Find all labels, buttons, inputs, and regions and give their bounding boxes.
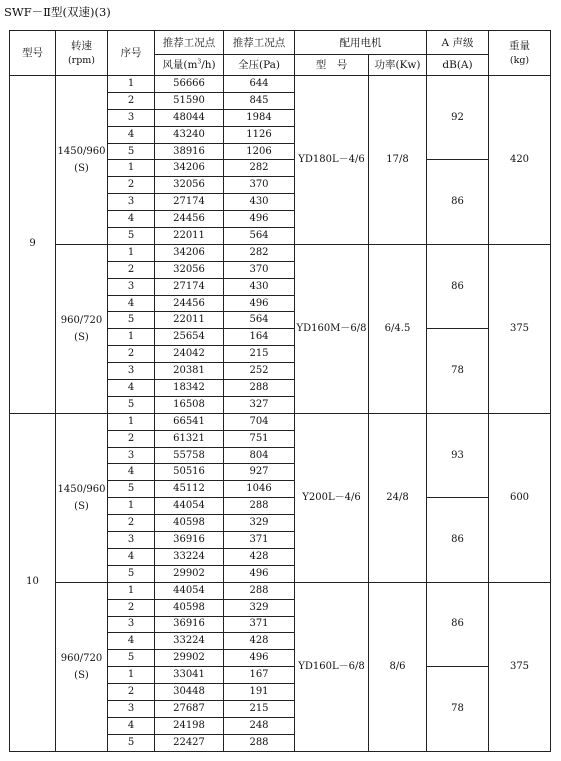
seq-cell: 2	[108, 430, 155, 447]
pressure-cell: 428	[224, 548, 295, 565]
header-motor-type: 型 号	[295, 55, 369, 76]
header-speed-label: 转速	[71, 39, 92, 52]
seq-cell: 5	[108, 481, 155, 498]
speed-cell	[56, 582, 108, 751]
pressure-cell: 428	[224, 633, 295, 650]
motor-power-cell: 6/4.5	[369, 244, 427, 413]
seq-cell: 3	[108, 700, 155, 717]
speed-note: (S)	[74, 500, 89, 512]
pressure-cell: 282	[224, 244, 295, 261]
pressure-cell: 564	[224, 228, 295, 245]
seq-cell: 3	[108, 194, 155, 211]
speed-note: (S)	[74, 331, 89, 343]
page-title: SWF－Ⅱ型(双速)(3)	[4, 5, 111, 19]
header-flow-line2	[155, 55, 224, 76]
seq-cell: 5	[108, 650, 155, 667]
pressure-cell: 927	[224, 464, 295, 481]
motor-power-cell: 17/8	[369, 76, 427, 245]
pressure-cell: 496	[224, 565, 295, 582]
flow-cell: 33224	[155, 548, 224, 565]
pressure-cell: 804	[224, 447, 295, 464]
table-row	[10, 582, 551, 599]
seq-cell: 2	[108, 346, 155, 363]
seq-cell: 1	[108, 76, 155, 93]
speed-value: 960/720	[60, 314, 103, 326]
flow-cell: 29902	[155, 565, 224, 582]
pressure-cell: 191	[224, 684, 295, 701]
seq-cell: 1	[108, 498, 155, 515]
header-weight	[489, 31, 551, 76]
flow-cell: 32056	[155, 261, 224, 278]
flow-cell: 32056	[155, 177, 224, 194]
seq-cell: 3	[108, 616, 155, 633]
motor-power-cell: 24/8	[369, 413, 427, 582]
pressure-cell: 288	[224, 734, 295, 751]
flow-cell: 66541	[155, 413, 224, 430]
noise-cell: 86	[427, 244, 489, 328]
flow-cell: 55758	[155, 447, 224, 464]
flow-cell: 44054	[155, 582, 224, 599]
seq-cell: 3	[108, 532, 155, 549]
pressure-cell: 288	[224, 380, 295, 397]
model-cell: 9	[10, 76, 56, 414]
header-flow-unit-b: /h)	[201, 59, 216, 71]
pressure-cell: 751	[224, 430, 295, 447]
header-weight-unit: (kg)	[509, 54, 530, 66]
header-speed	[56, 31, 108, 76]
header-seq: 序号	[108, 31, 155, 76]
seq-cell: 4	[108, 464, 155, 481]
seq-cell: 2	[108, 684, 155, 701]
pressure-cell: 215	[224, 700, 295, 717]
pressure-cell: 329	[224, 599, 295, 616]
flow-cell: 24198	[155, 717, 224, 734]
seq-cell: 3	[108, 447, 155, 464]
weight-cell: 420	[489, 76, 551, 245]
header-pressure-line1: 推荐工况点	[224, 31, 295, 55]
pressure-cell: 496	[224, 211, 295, 228]
noise-cell: 78	[427, 329, 489, 413]
pressure-cell: 496	[224, 295, 295, 312]
pressure-cell: 1046	[224, 481, 295, 498]
pressure-cell: 167	[224, 667, 295, 684]
flow-cell: 40598	[155, 599, 224, 616]
seq-cell: 4	[108, 633, 155, 650]
pressure-cell: 1206	[224, 143, 295, 160]
noise-cell: 92	[427, 76, 489, 160]
seq-cell: 5	[108, 734, 155, 751]
speed-cell	[56, 413, 108, 582]
speed-cell	[56, 244, 108, 413]
pressure-cell: 704	[224, 413, 295, 430]
seq-cell: 1	[108, 667, 155, 684]
seq-cell: 5	[108, 565, 155, 582]
header-pressure-line2: 全压(Pa)	[224, 55, 295, 76]
header-speed-unit: (rpm)	[67, 54, 96, 66]
header-noise-line1: A 声级	[427, 31, 489, 55]
pressure-cell: 430	[224, 278, 295, 295]
flow-cell: 36916	[155, 616, 224, 633]
weight-cell: 600	[489, 413, 551, 582]
pressure-cell: 370	[224, 261, 295, 278]
header-weight-label: 重量	[509, 39, 530, 52]
pressure-cell: 164	[224, 329, 295, 346]
pressure-cell: 1126	[224, 126, 295, 143]
weight-cell: 375	[489, 244, 551, 413]
seq-cell: 3	[108, 109, 155, 126]
header-noise-line2: dB(A)	[427, 55, 489, 76]
flow-cell: 43240	[155, 126, 224, 143]
seq-cell: 1	[108, 160, 155, 177]
flow-cell: 51590	[155, 92, 224, 109]
flow-cell: 33041	[155, 667, 224, 684]
flow-cell: 36916	[155, 532, 224, 549]
flow-cell: 29902	[155, 650, 224, 667]
seq-cell: 4	[108, 126, 155, 143]
flow-cell: 25654	[155, 329, 224, 346]
pressure-cell: 370	[224, 177, 295, 194]
pressure-cell: 644	[224, 76, 295, 93]
flow-cell: 38916	[155, 143, 224, 160]
noise-cell: 86	[427, 498, 489, 582]
seq-cell: 3	[108, 363, 155, 380]
pressure-cell: 329	[224, 515, 295, 532]
pressure-cell: 845	[224, 92, 295, 109]
seq-cell: 2	[108, 177, 155, 194]
header-motor: 配用电机	[295, 31, 427, 55]
pressure-cell: 288	[224, 582, 295, 599]
table-row	[10, 244, 551, 261]
header-flow-line1: 推荐工况点	[155, 31, 224, 55]
model-cell: 10	[10, 413, 56, 751]
pressure-cell: 564	[224, 312, 295, 329]
flow-cell: 20381	[155, 363, 224, 380]
flow-cell: 56666	[155, 76, 224, 93]
seq-cell: 1	[108, 413, 155, 430]
speed-note: (S)	[74, 162, 89, 174]
motor-power-cell: 8/6	[369, 582, 427, 751]
seq-cell: 5	[108, 228, 155, 245]
seq-cell: 4	[108, 717, 155, 734]
pressure-cell: 282	[224, 160, 295, 177]
speed-value: 1450/960	[57, 145, 106, 157]
motor-type-cell: YD180L－4/6	[295, 76, 369, 245]
header-row-1	[10, 31, 551, 55]
flow-cell: 24042	[155, 346, 224, 363]
pressure-cell: 371	[224, 616, 295, 633]
seq-cell: 4	[108, 295, 155, 312]
flow-cell: 45112	[155, 481, 224, 498]
pressure-cell: 252	[224, 363, 295, 380]
flow-cell: 33224	[155, 633, 224, 650]
speed-value: 1450/960	[57, 483, 106, 495]
flow-cell: 24456	[155, 295, 224, 312]
pressure-cell: 371	[224, 532, 295, 549]
seq-cell: 1	[108, 244, 155, 261]
seq-cell: 2	[108, 261, 155, 278]
flow-cell: 27687	[155, 700, 224, 717]
speed-note: (S)	[74, 669, 89, 681]
pressure-cell: 496	[224, 650, 295, 667]
flow-cell: 50516	[155, 464, 224, 481]
fan-spec-table	[9, 30, 551, 752]
seq-cell: 1	[108, 582, 155, 599]
flow-cell: 34206	[155, 244, 224, 261]
table-row	[10, 76, 551, 93]
seq-cell: 5	[108, 312, 155, 329]
pressure-cell: 430	[224, 194, 295, 211]
pressure-cell: 1984	[224, 109, 295, 126]
flow-cell: 27174	[155, 194, 224, 211]
header-flow-unit-a: 风量(m	[162, 59, 198, 71]
noise-cell: 86	[427, 582, 489, 666]
pressure-cell: 215	[224, 346, 295, 363]
flow-cell: 34206	[155, 160, 224, 177]
seq-cell: 2	[108, 599, 155, 616]
seq-cell: 5	[108, 396, 155, 413]
flow-cell: 27174	[155, 278, 224, 295]
flow-cell: 22011	[155, 312, 224, 329]
seq-cell: 4	[108, 380, 155, 397]
motor-type-cell: YD160L－6/8	[295, 582, 369, 751]
seq-cell: 4	[108, 548, 155, 565]
motor-type-cell: YD160M－6/8	[295, 244, 369, 413]
pressure-cell: 327	[224, 396, 295, 413]
speed-cell	[56, 76, 108, 245]
flow-cell: 18342	[155, 380, 224, 397]
speed-value: 960/720	[60, 652, 103, 664]
flow-cell: 44054	[155, 498, 224, 515]
flow-cell: 30448	[155, 684, 224, 701]
seq-cell: 2	[108, 92, 155, 109]
flow-cell: 61321	[155, 430, 224, 447]
noise-cell: 86	[427, 160, 489, 244]
flow-cell: 24456	[155, 211, 224, 228]
table-row	[10, 413, 551, 430]
flow-cell: 40598	[155, 515, 224, 532]
noise-cell: 78	[427, 667, 489, 752]
weight-cell: 375	[489, 582, 551, 751]
pressure-cell: 248	[224, 717, 295, 734]
flow-cell: 22011	[155, 228, 224, 245]
flow-cell: 16508	[155, 396, 224, 413]
flow-cell: 22427	[155, 734, 224, 751]
seq-cell: 2	[108, 515, 155, 532]
seq-cell: 3	[108, 278, 155, 295]
seq-cell: 1	[108, 329, 155, 346]
header-motor-power: 功率(Kw)	[369, 55, 427, 76]
motor-type-cell: Y200L－4/6	[295, 413, 369, 582]
seq-cell: 4	[108, 211, 155, 228]
seq-cell: 5	[108, 143, 155, 160]
header-model: 型号	[10, 31, 56, 76]
noise-cell: 93	[427, 413, 489, 497]
flow-cell: 48044	[155, 109, 224, 126]
pressure-cell: 288	[224, 498, 295, 515]
header-flow-unit-sup: 3	[197, 58, 202, 66]
